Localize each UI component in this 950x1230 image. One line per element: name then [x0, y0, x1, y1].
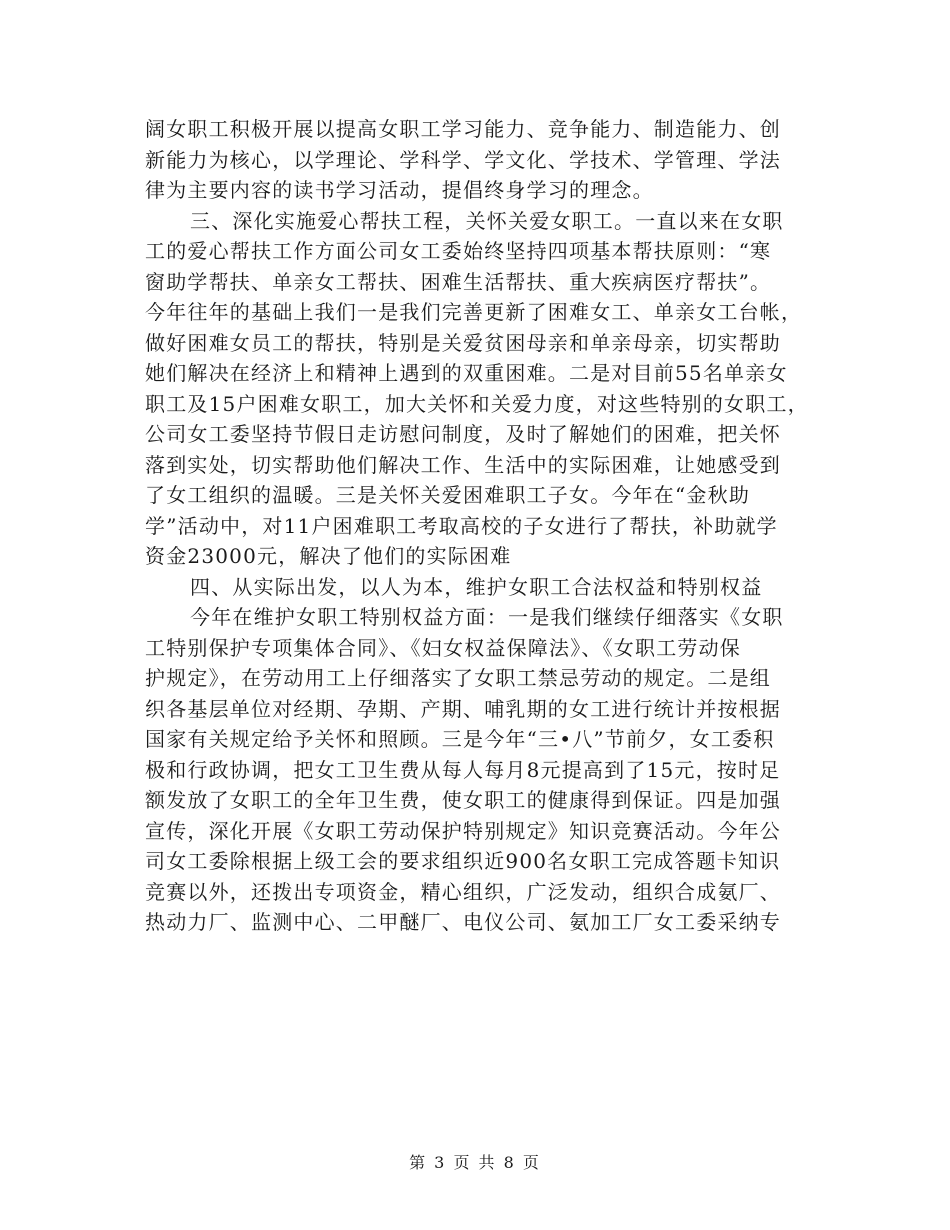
text-line: 工的爱心帮扶工作方面公司女工委始终坚持四项基本帮扶原则：“寒 — [145, 239, 772, 263]
text-line: 做好困难女员工的帮扶，特别是关爱贫困母亲和单亲母亲，切实帮助 — [145, 330, 781, 355]
text-line: 律为主要内容的读书学习活动，提倡终身学习的理念。 — [145, 178, 654, 202]
text-line: 热动力厂、监测中心、二甲醚厂、电仪公司、氨加工厂女工委采纳专 — [145, 910, 781, 934]
text-line: 四、从实际出发，以人为本，维护女职工合法权益和特别权益 — [190, 574, 763, 599]
text-line: 三、深化实施爱心帮扶工程，关怀关爱女职工。一直以来在女职 — [190, 208, 784, 233]
text-line: 落到实处，切实帮助他们解决工作、生活中的实际困难，让她感受到 — [145, 452, 781, 477]
text-line: 护规定》，在劳动用工上仔细落实了女职工禁忌劳动的规定。二是组 — [145, 666, 771, 690]
text-line: 今年往年的基础上我们一是我们完善更新了困难女工、单亲女工台帐， — [145, 300, 803, 324]
text-line: 司女工委除根据上级工会的要求组织近900名女职工完成答题卡知识 — [145, 849, 781, 873]
text-line: 窗助学帮扶、单亲女工帮扶、困难生活帮扶、重大疾病医疗帮扶”。 — [145, 269, 772, 294]
text-line: 织各基层单位对经期、孕期、产期、哺乳期的女工进行统计并按根据 — [145, 696, 781, 721]
text-line: 极和行政协调，把女工卫生费从每人每月8元提高到了15元，按时足 — [145, 757, 781, 782]
text-line: 了女工组织的温暖。三是关怀关爱困难职工子女。今年在“金秋助 — [145, 483, 751, 507]
text-line: 国家有关规定给予关怀和照顾。三是今年“三•八”节前夕，女工委积 — [145, 727, 775, 751]
text-line: 职工及15户困难女职工，加大关怀和关爱力度，对这些特别的女职工， — [145, 391, 809, 416]
text-line: 额发放了女职工的全年卫生费，使女职工的健康得到保证。四是加强 — [145, 788, 781, 812]
text-line: 资金23000元，解决了他们的实际困难 — [145, 544, 512, 568]
text-line: 新能力为核心，以学理论、学科学、学文化、学技术、学管理、学法 — [145, 147, 781, 172]
text-line: 工特别保护专项集体合同》、《妇女权益保障法》、《女职工劳动保 — [145, 635, 741, 660]
text-line: 学”活动中，对11户困难职工考取高校的子女进行了帮扶，补助就学 — [145, 513, 778, 538]
text-line: 阔女职工积极开展以提高女职工学习能力、竞争能力、制造能力、创 — [145, 117, 781, 141]
text-line: 她们解决在经济上和精神上遇到的双重困难。二是对目前55名单亲女 — [145, 361, 788, 385]
text-line: 竞赛以外，还拨出专项资金，精心组织，广泛发动，组织合成氨厂、 — [145, 879, 781, 904]
text-line: 公司女工委坚持节假日走访慰问制度，及时了解她们的困难，把关怀 — [145, 422, 781, 446]
page-footer: 第 3 页 共 8 页 — [409, 1153, 541, 1172]
text-line: 今年在维护女职工特别权益方面：一是我们继续仔细落实《女职 — [190, 605, 784, 629]
text-line: 宣传，深化开展《女职工劳动保护特别规定》知识竞赛活动。今年公 — [145, 818, 781, 843]
